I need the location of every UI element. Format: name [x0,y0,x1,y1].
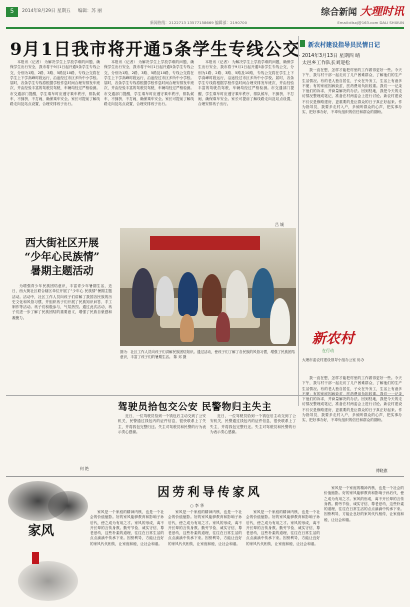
community-event-photo [120,228,296,346]
editor-credit: 编辑：苏 丽 [77,9,102,14]
issue-date: 2014年8月29日 星期五 [22,9,71,14]
logo-subtitle: 在行动 [322,348,334,353]
secondary-article-col2: 近日，一位驾驶员拾到一个钱包后主动交到了公安机关，民警通过钱包内的证件信息，很快联系上了失主，并将钱包完整归还。失主对驾驶员和民警的行为表示衷心感谢。 [210,414,296,434]
red-seal-stamp [32,552,39,564]
bottom-byline: ○ 李 华 [190,503,205,508]
diary-continued: 我一直在想，怎样才能把村里的工作做得更好一些。今天下午，我与村干部一起走访了几户困难群众，了解他们的生产生活情况。有的老人独自居住，子女在外务工，生活上有诸多不便；有的家庭因病致贫，医药费用负担较重。我们一一记录下他们的诉求，并商量解决的办法。回到驻地，我把今天的走访情况整理成笔记，准备在村两委会上进行讨论。新农村建设不仅仅是修路建房，更重要的是让群众的日子真正好起来。作为指导员，我要多走村入户，多倾听群众的心声，把实事办实，把好事办好，不辜负组织的信任和群众的期盼。 [302,376,402,423]
bottom-article-col2: 家风是一个家庭的精神内核，也是一个社会的价值缩影。好的家风能够教育和影响子孙后代，使之成为有用之才。家风的形成，离不开长辈的言传身教。勤劳节俭、诚实守信、尊老爱幼，这些朴素的道理，往往在日常生活的点点滴滴中传承下来。因势利导，方能让良好的家风代代相传，让家庭和睦，让社会和谐。 [168,510,242,546]
photo-caption: 图为：社区工作人员向孩子们讲解民族团结知识。通过活动，使孩子们了解了各民族的风俗习惯，增强了民族团结意识，丰富了孩子们的暑期生活。 陈 邓 摄 [120,350,295,359]
lead-article-col2: 本报讯（记者） 为解决学生上学放学难的问题，确保学生出行安全，我市将于9月1日起开通5条学生专线公交，分别为1路、2路、3路、5路及10路，专线公交将在学生上下学高峰时段运行，沿途经过市区多所中小学校。届时，各条学生专线将根据学校作息时间合理安排发车班次，并由经验丰富的驾驶员驾驶，车辆均经过严格检测。市交通部门提醒，学生乘车时应遵守乘车秩序，排队候车，不拥挤、不打闹，确保乘车安全。家长可提前了解线路走向及站点设置，合理安排孩子出行。 [104,60,194,107]
logo-caption: 大理市委农村建设领导小组办公室 协办 [302,358,365,362]
diary-title: 新农村建设指导员民情日记 [308,42,381,49]
diary-author: 太邑乡工作队长刘迎松 [302,61,350,66]
ink-painting-illustration [8,481,88,601]
feature-title: 西大街社区开展 “少年心民族情” 暑期主题活动 [24,237,100,277]
logo-wordmark: 新农村 [312,331,354,347]
diary-marker [300,40,305,47]
bottom-article-col1: 家风是一个家庭的精神内核，也是一个社会的价值缩影。好的家风能够教育和影响子孙后代，使之成为有用之才。家风的形成，离不开长辈的言传身教。勤劳节俭、诚实守信、尊老爱幼，这些朴素的道理，往往在日常生活的点点滴滴中传承下来。因势利导，方能让良好的家风代代相传，让家庭和睦，让社会和谐。 [90,510,164,546]
section-divider [6,395,404,396]
diary-date: 2014年3月13日 星期四 晴 [302,54,360,59]
bottom-article-col3: 家风是一个家庭的精神内核，也是一个社会的价值缩影。好的家风能够教育和影响子孙后代，使之成为有用之才。家风的形成，离不开长辈的言传身教。勤劳节俭、诚实守信、尊老爱幼，这些朴素的道理，往往在日常生活的点点滴滴中传承下来。因势利导，方能让良好的家风代代相传，让家庭和睦，让社会和谐。 [246,510,320,546]
masthead-rule [6,27,404,29]
section-name: 综合新闻 [320,7,357,18]
lead-article-col3: 本报讯（记者） 为解决学生上学放学难的问题，确保学生出行安全，我市将于9月1日起开通5条学生专线公交，分别为1路、2路、3路、5路及10路，专线公交将在学生上下学高峰时段运行，沿途经过市区多所中小学校。届时，各条学生专线将根据学校作息时间合理安排发车班次，并由经验丰富的驾驶员驾驶，车辆均经过严格检测。市交通部门提醒，学生乘车时应遵守乘车秩序，排队候车，不拥挤、不打闹，确保乘车安全。家长可提前了解线路走向及站点设置，合理安排孩子出行。 [198,60,294,107]
page-number: 5 [6,7,18,17]
brand-logo: 大理时讯 [360,5,404,18]
secondary-article-col1: 近日，一位驾驶员拾到一个钱包后主动交到了公安机关，民警通过钱包内的证件信息，很快联系上了失主，并将钱包完整归还。失主对驾驶员和民警的行为表示衷心感谢。 [118,414,206,434]
lead-article-col1: 本报讯（记者） 为解决学生上学放学难的问题，确保学生出行安全，我市将于9月1日起开通5条学生专线公交，分别为1路、2路、3路、5路及10路，专线公交将在学生上下学高峰时段运行，沿途经过市区多所中小学校。届时，各条学生专线将根据学校作息时间合理安排发车班次，并由经验丰富的驾驶员驾驶，车辆均经过严格检测。市交通部门提醒，学生乘车时应遵守乘车秩序，排队候车，不拥挤、不打闹，确保乘车安全。家长可提前了解线路走向及站点设置，合理安排孩子出行。 [10,60,100,107]
feature-article: 为增强青少年民族团结意识，丰富青少年暑期生活，近日，西大街社区联合辖区单位开展了“少年心 民族情”暑期主题活动。活动中，社区工作人员向孩子们讲解了我国各民族的历史文化和风俗习惯，并组织孩子们开展了民族知识问答、手工制作等活动。孩子们积极参与，气氛热烈。通过此次活动，孩子们进一步了解了民族团结的重要意义，增强了民族自豪感和凝聚力。 [12,284,112,320]
new-countryside-logo [302,328,398,370]
author-credit: 吕 城 [275,222,284,227]
bottom-headline: 因劳利导传家风 [157,485,263,499]
column-separator [298,36,299,406]
news-hotline: 新闻热线：2122713 13577158669 编辑部：2190700 [150,20,248,25]
bottom-article-col4: 家风是一个家庭的精神内核，也是一个社会的价值缩影。好的家风能够教育和影响子孙后代，使之成为有用之才。家风的形成，离不开长辈的言传身教。勤劳节俭、诚实守信、尊老爱幼，这些朴素的道理，往往在日常生活的点点滴滴中传承下来。因势利导，方能让良好的家风代代相传，让家庭和睦，让社会和谐。 [324,486,404,522]
main-headline: 9月1日我市将开通5条学生专线公交 [10,40,301,60]
email-and-brand: Email:dlsxj@163.com DALI SHIXUN [337,20,404,25]
diary-signature: 傅晓旗 [376,468,388,473]
feature-author: 何 艳 [80,466,89,471]
diary-body: 我一直在想，怎样才能把村里的工作做得更好一些。今天下午，我与村干部一起走访了几户困难群众，了解他们的生产生活情况。有的老人独自居住，子女在外务工，生活上有诸多不便；有的家庭因病致贫，医药费用负担较重。我们一一记录下他们的诉求，并商量解决的办法。回到驻地，我把今天的走访情况整理成笔记，准备在村两委会上进行讨论。新农村建设不仅仅是修路建房，更重要的是让群众的日子真正好起来。作为指导员，我要多走村入户，多倾听群众的心声，把实事办实，把好事办好，不辜负组织的信任和群众的期盼。 [302,68,402,115]
art-title: 家风 [28,524,55,539]
section-header [321,4,404,18]
secondary-headline: 驾驶员拾包交公安 民警物归主失主 [118,402,272,413]
masthead [0,0,410,30]
issue-meta [22,8,108,14]
